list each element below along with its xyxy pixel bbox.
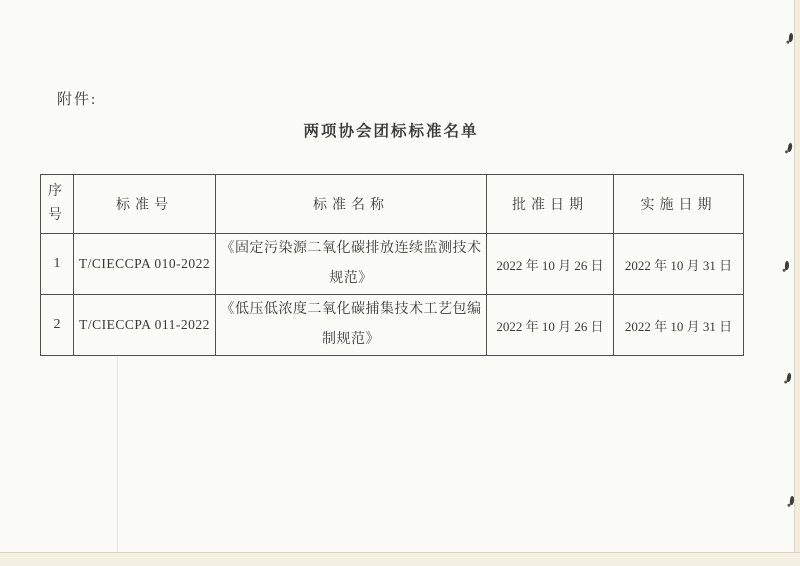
scan-speck: [788, 33, 793, 42]
table-row: [41, 234, 744, 295]
standards-table: [40, 174, 744, 356]
scan-speck: [786, 373, 792, 383]
paper-edge-right: [794, 0, 800, 565]
paper-edge-bottom: [0, 552, 800, 566]
cell-standard-name: 《低压低浓度二氧化碳捕集技术工艺包编制规范》: [216, 295, 487, 356]
paper-crease: [117, 355, 118, 553]
table-header-row: [41, 175, 744, 234]
cell-implementation-date: 2022 年 10 月 31 日: [614, 295, 744, 356]
scan-speck: [785, 261, 790, 270]
cell-approval-date: 2022 年 10 月 26 日: [487, 234, 614, 295]
col-header-index: 序号: [41, 175, 74, 234]
table-row: [41, 295, 744, 356]
cell-index: 2: [41, 295, 74, 356]
attachment-label: 附件:: [57, 92, 98, 108]
cell-standard-name: 《固定污染源二氧化碳排放连续监测技术规范》: [216, 234, 487, 295]
scan-speck: [787, 143, 793, 153]
col-header-standard-no: 标准号: [74, 175, 216, 234]
cell-standard-no: T/CIECCPA 010-2022: [74, 234, 216, 295]
col-header-approval-date: 批准日期: [487, 175, 614, 234]
cell-approval-date: 2022 年 10 月 26 日: [487, 295, 614, 356]
cell-index: 1: [41, 234, 74, 295]
page-title: 两项协会团标标准名单: [303, 123, 479, 140]
col-header-standard-name: 标准名称: [216, 175, 487, 234]
cell-implementation-date: 2022 年 10 月 31 日: [614, 234, 744, 295]
col-header-implementation-date: 实施日期: [614, 175, 744, 234]
cell-standard-no: T/CIECCPA 011-2022: [74, 295, 216, 356]
